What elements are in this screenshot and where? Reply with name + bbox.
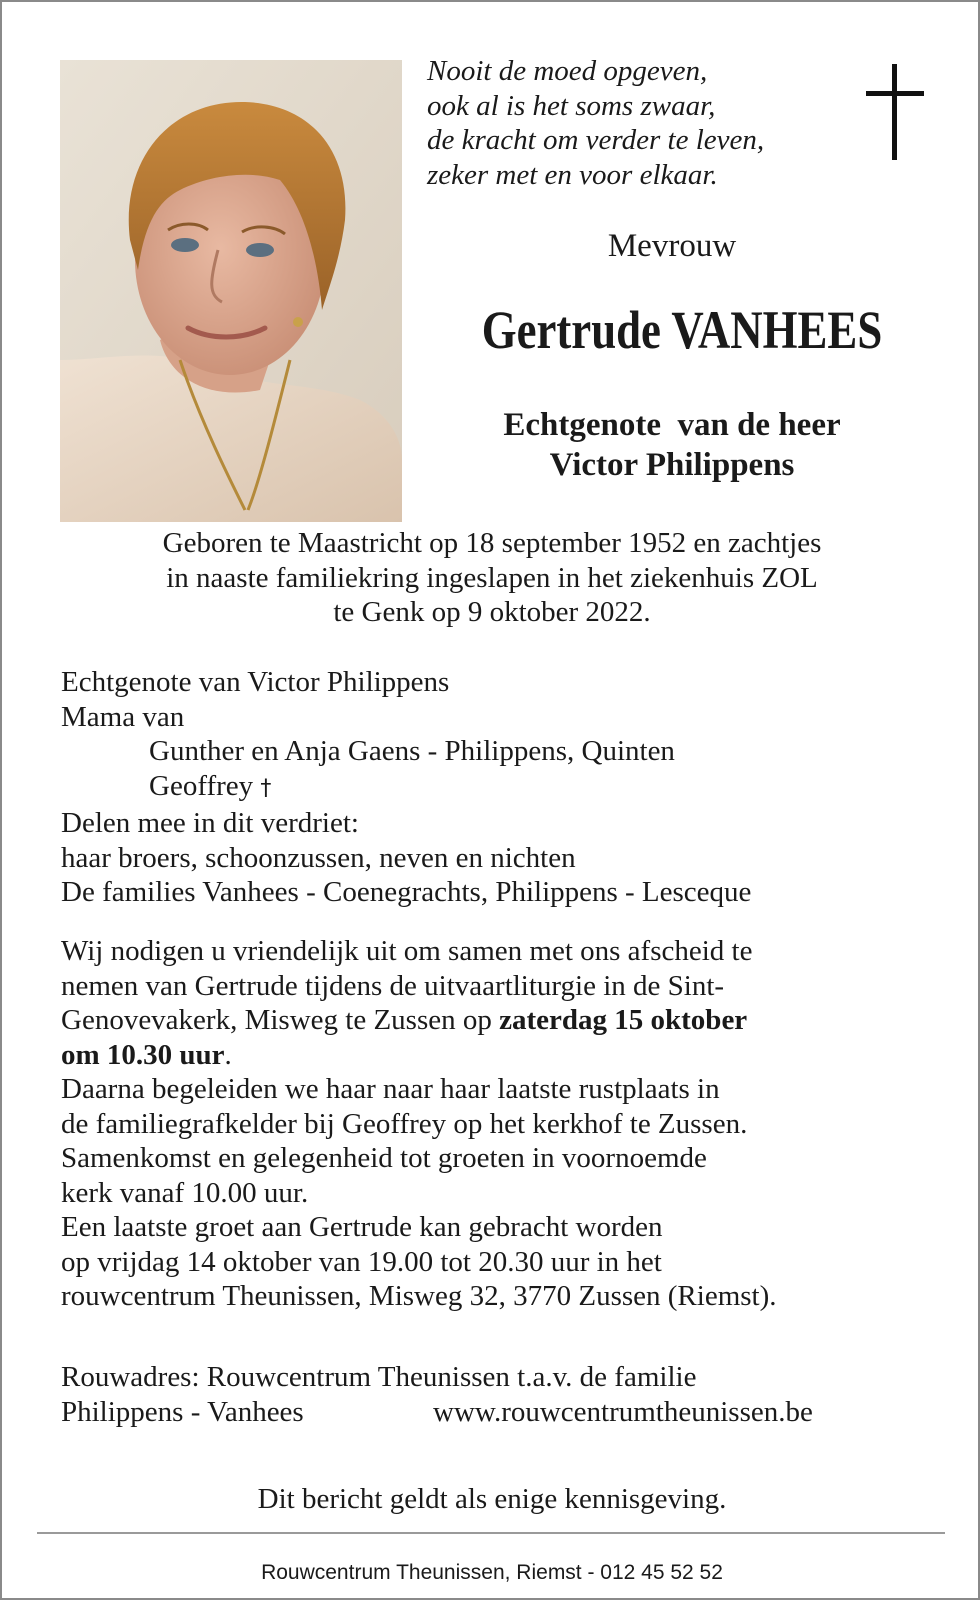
address-row [61,1395,941,1430]
invite-line: op vrijdag 14 oktober van 19.00 tot 20.30 uur in het [61,1245,662,1278]
poem-line: Nooit de moed opgeven, [427,55,708,87]
invite-line: Wij nodigen u vriendelijk uit om samen met ons afscheid te [61,935,753,967]
birth-line: Geboren te Maastricht op 18 september 1952 en zachtjes [162,527,822,559]
invite-line: nemen van Gertrude tijdens de uitvaartliturgie in de Sint- [61,969,725,1002]
portrait-photo [60,60,402,522]
cross-icon [866,64,924,160]
poem-line: zeker met en voor elkaar. [427,158,718,191]
mourning-address [61,1360,941,1429]
birth-line: te Genk op 9 oktober 2022. [333,596,651,628]
birth-line: in naaste familiekring ingeslapen in het ziekenhuis ZOL [166,561,818,594]
birth-death-details [42,526,942,630]
website-link[interactable]: www.rouwcentrumtheunissen.be [433,1395,813,1428]
invite-time: om 10.30 uur [61,1038,225,1071]
child-name: Geoffrey [149,769,254,802]
deceased-mark-icon: † [260,775,272,801]
poem [427,54,827,192]
family-line: haar broers, schoonzussen, neven en nichten [61,841,576,874]
salutation: Mevrouw [607,228,737,264]
footer-text: Rouwcentrum Theunissen, Riemst - 012 45 52 52 [261,1561,723,1584]
invite-line [61,1038,941,1073]
invite-line: Samenkomst en gelegenheid tot groeten in voornoemde [61,1142,707,1174]
invite-line: rouwcentrum Theunissen, Misweg 32, 3770 Zussen (Riemst). [61,1280,777,1312]
family-child [61,769,941,807]
spouse-block [422,405,922,485]
divider [37,1532,945,1534]
spouse-name: Victor Philippens [549,447,795,483]
family-child: Gunther en Anja Gaens - Philippens, Quinten [149,735,675,767]
address-family: Philippens - Vanhees [61,1395,304,1428]
spouse-line: Echtgenote van de heer [503,407,841,443]
family-line: Echtgenote van Victor Philippens [61,666,450,698]
poem-line: de kracht om verder te leven, [427,124,765,156]
notice-text: Dit bericht geldt als enige kennisgeving. [257,1483,727,1515]
family-line: Mama van [61,700,185,733]
invite-date: zaterdag 15 oktober [499,1004,748,1036]
deceased-name: Gertrude VANHEES [481,300,883,360]
family-line: Delen mee in dit verdriet: [61,807,359,839]
invite-line [61,1003,941,1038]
invite-line: kerk vanaf 10.00 uur. [61,1176,309,1209]
invite-line: Daarna begeleiden we haar naar haar laatste rustplaats in [61,1073,720,1105]
invite-line: de familiegrafkelder bij Geoffrey op het kerkhof te Zussen. [61,1107,748,1140]
family-line: De families Vanhees - Coenegrachts, Philippens - Lesceque [61,876,752,908]
invite-text: . [224,1038,232,1071]
family-list [61,665,941,910]
funeral-invitation [61,934,941,1314]
address-line: Rouwadres: Rouwcentrum Theunissen t.a.v. de familie [61,1361,697,1393]
invite-text: Genovevakerk, Misweg te Zussen op [61,1004,500,1036]
poem-line: ook al is het soms zwaar, [427,89,716,122]
invite-line: Een laatste groet aan Gertrude kan gebracht worden [61,1211,663,1243]
